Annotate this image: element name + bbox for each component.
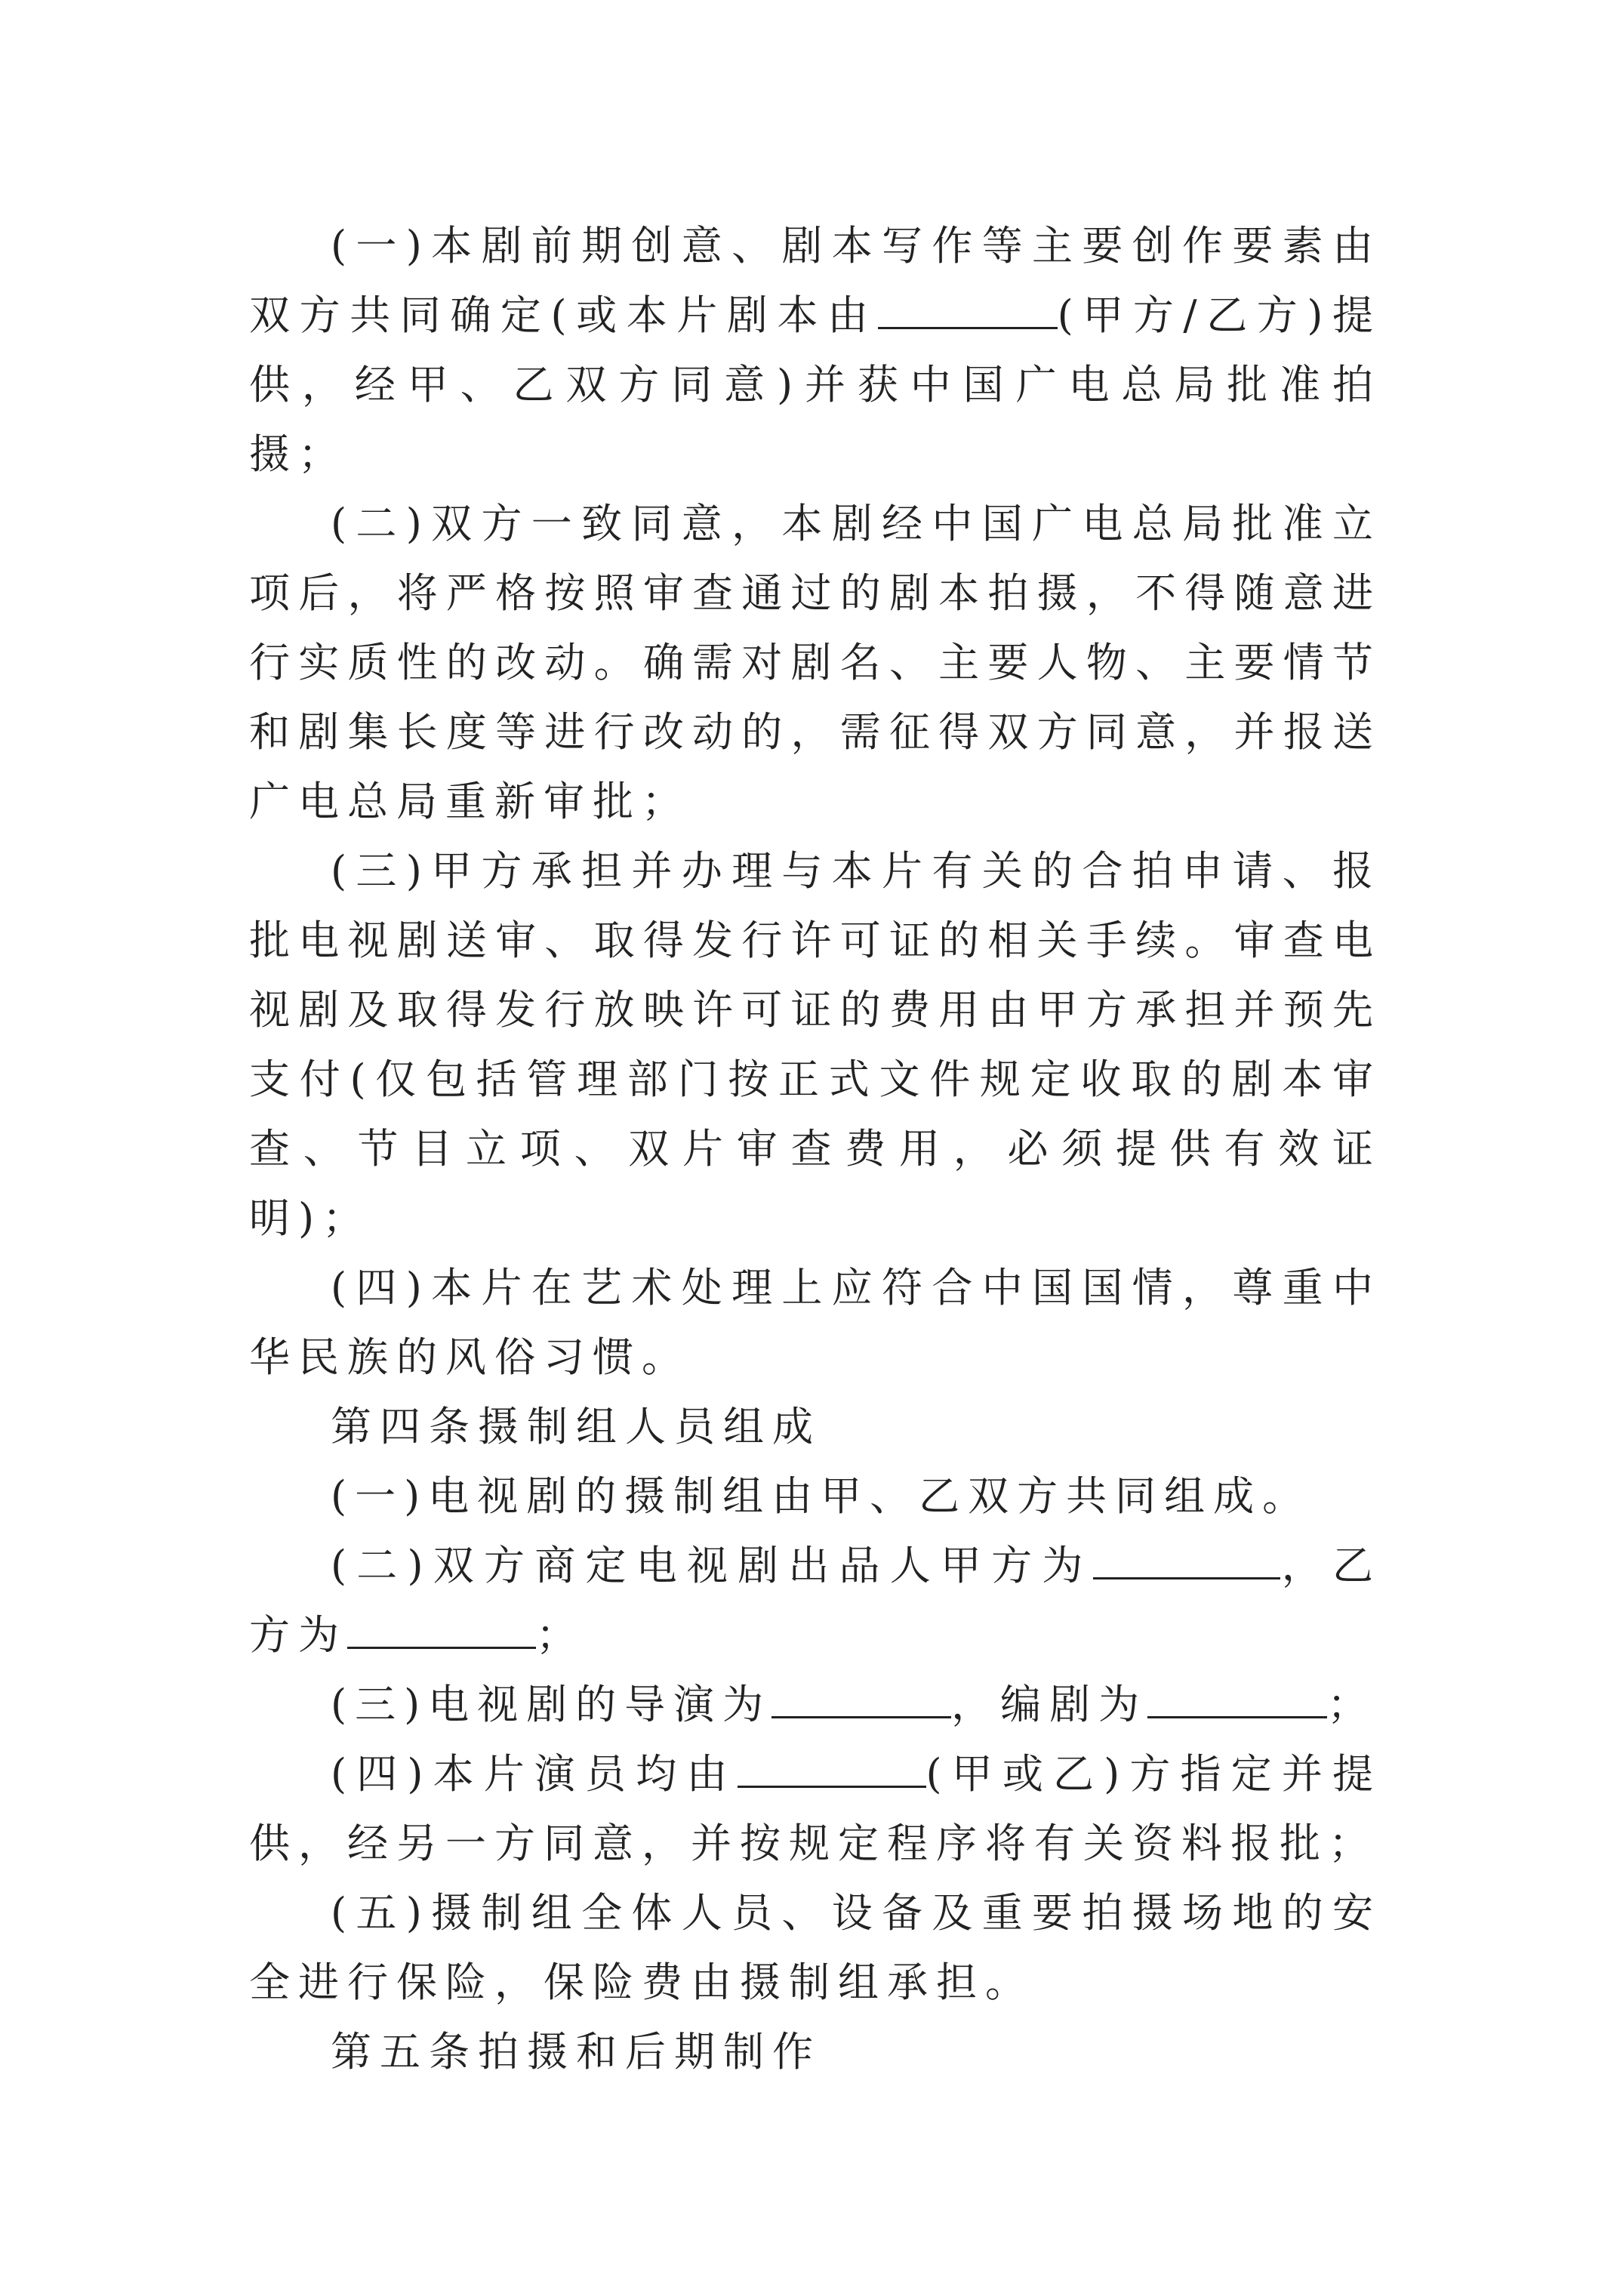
paragraph-4-3 [249, 1670, 1381, 1740]
contract-body [249, 211, 1381, 2087]
text: ，编剧为 [951, 1681, 1148, 1728]
text: (四)本片演员均由 [331, 1750, 738, 1798]
text: (甲方/乙方)提供，经甲、乙双方同意)并获中国广电总局批准拍摄； [249, 291, 1381, 478]
blank-director [771, 1674, 951, 1718]
paragraph-3-4 [249, 1253, 1381, 1392]
text: 第五条拍摄和后期制作 [331, 2028, 821, 2076]
blank-script-provider [878, 285, 1058, 329]
blank-producer-party-a [1093, 1535, 1280, 1579]
text: ； [536, 1611, 585, 1659]
blank-actor-provider [738, 1743, 926, 1788]
text: (五)摄制组全体人员、设备及重要拍摄场地的安全进行保险，保险费由摄制组承担。 [249, 1889, 1381, 2006]
text: 第四条摄制组人员组成 [331, 1403, 821, 1450]
text: (一)电视剧的摄制组由甲、乙双方共同组成。 [331, 1472, 1312, 1520]
text: (二)双方商定电视剧出品人甲方为 [331, 1542, 1093, 1589]
paragraph-4-5 [249, 1878, 1381, 2017]
text: (四)本片在艺术处理上应符合中国国情，尊重中华民族的风俗习惯。 [249, 1264, 1381, 1381]
text: (一)本剧前期创意、剧本写作等主要创作要素由双方共同确定(或本片剧本由 [249, 222, 1381, 339]
text: (二)双方一致同意，本剧经中国广电总局批准立项后，将严格按照审查通过的剧本拍摄，不得随意进行实质性的改动。确需对剧名、主要人物、主要情节和剧集长度等进行改动的，需征得双方同意，并报送广电总局重新审批； [249, 500, 1381, 825]
text: ； [1327, 1681, 1377, 1728]
text: (甲或乙)方指定并提供，经另一方同意，并按规定程序将有关资料报批； [249, 1750, 1381, 1867]
paragraph-3-2 [249, 489, 1381, 837]
paragraph-3-3 [249, 837, 1381, 1253]
paragraph-4-2 [249, 1531, 1381, 1670]
paragraph-4-1 [249, 1462, 1381, 1531]
text: ，乙方为 [249, 1542, 1382, 1659]
article-5-heading [249, 2017, 1381, 2087]
paragraph-3-1 [249, 211, 1381, 489]
blank-screenwriter [1147, 1674, 1327, 1718]
article-4-heading [249, 1392, 1381, 1462]
blank-producer-party-b [347, 1604, 536, 1649]
paragraph-4-4 [249, 1740, 1381, 1878]
text: (三)电视剧的导演为 [331, 1681, 772, 1728]
text: (三)甲方承担并办理与本片有关的合拍申请、报批电视剧送审、取得发行许可证的相关手续。审查电视剧及取得发行放映许可证的费用由甲方承担并预先支付(仅包括管理部门按正式文件规定收取的剧本审查、节目立项、双片审查费用，必须提供有效证明)； [249, 847, 1381, 1242]
